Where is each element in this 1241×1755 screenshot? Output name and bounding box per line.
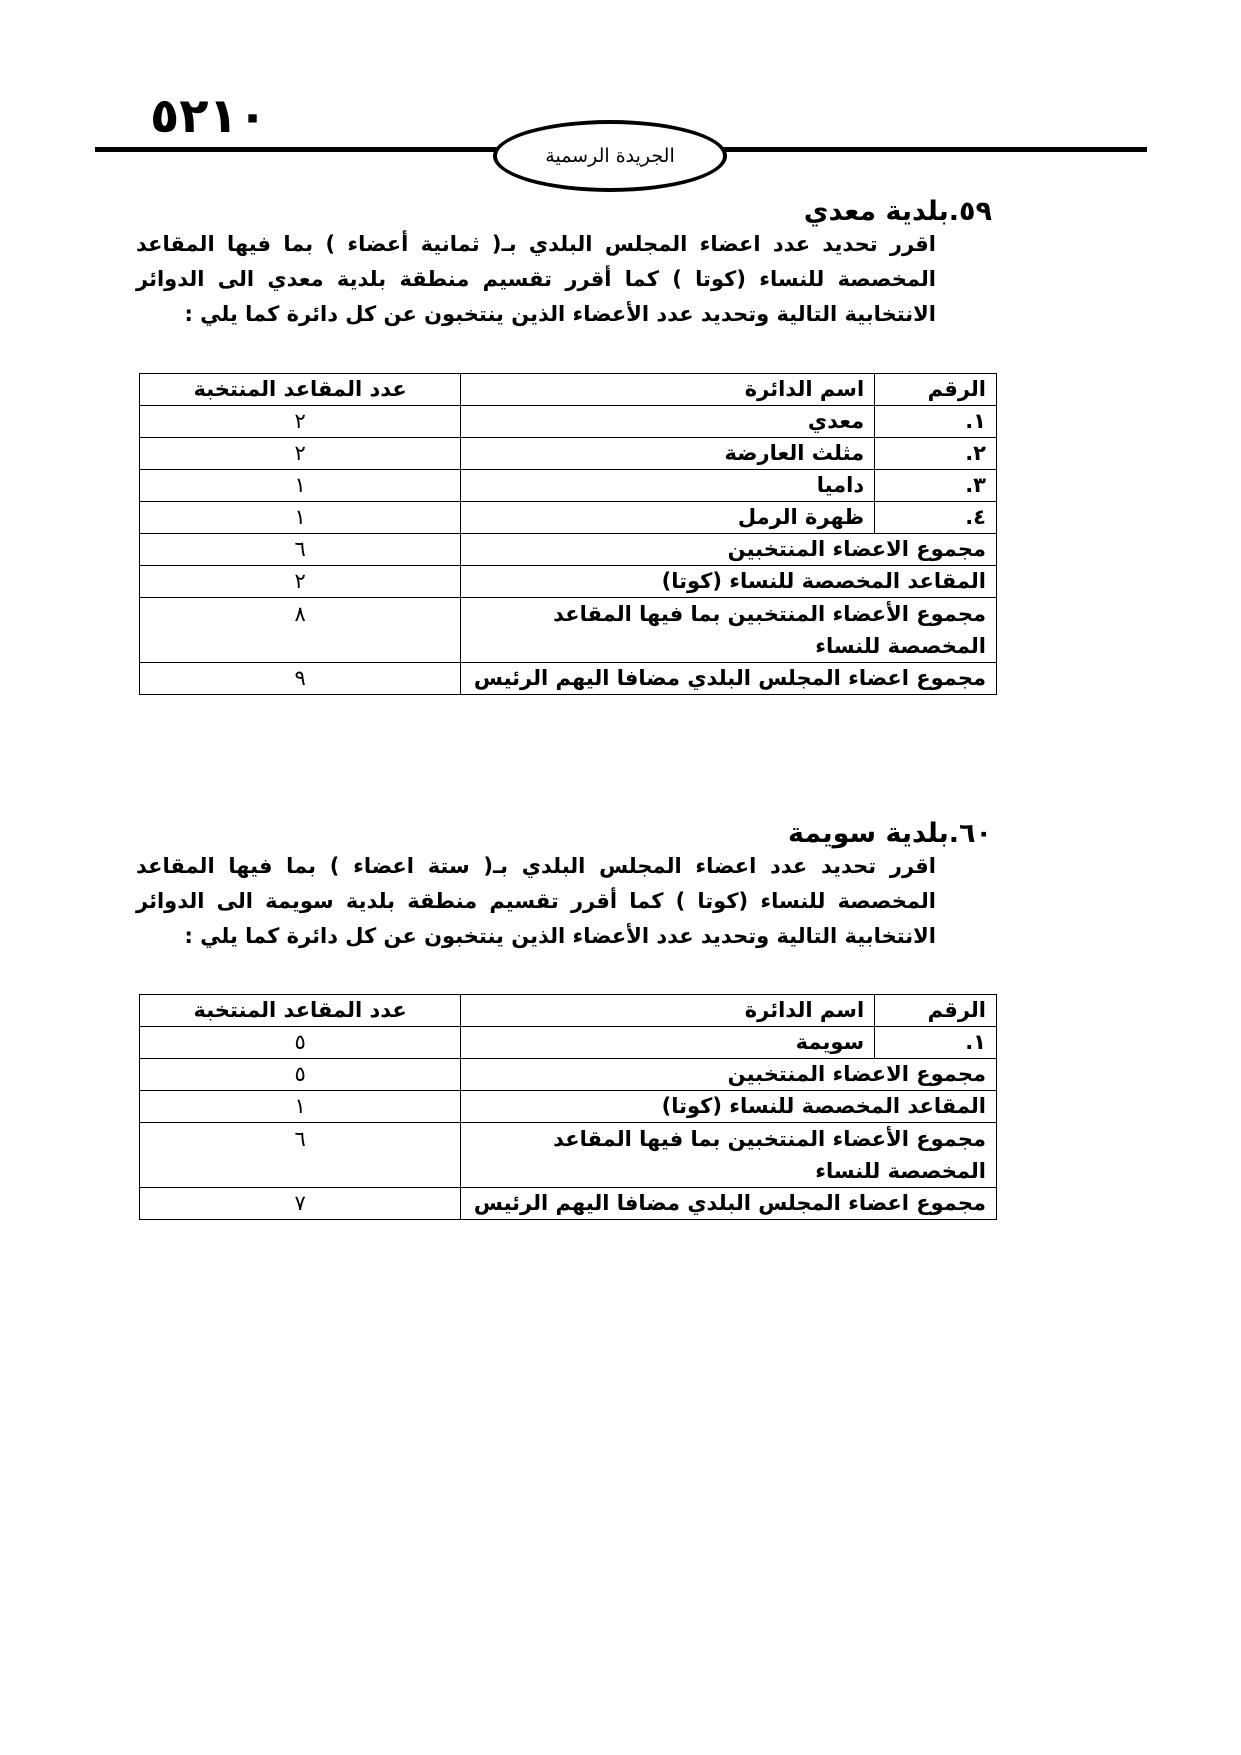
district-name: معدي [461, 406, 875, 438]
table-row [140, 470, 997, 502]
total-row [140, 566, 997, 598]
district-name: داميا [461, 470, 875, 502]
total-value: ٦ [140, 1123, 461, 1188]
district-seats: ١ [140, 502, 461, 534]
total-row [140, 1188, 997, 1220]
district-seats: ١ [140, 470, 461, 502]
header-number: الرقم [875, 995, 997, 1027]
district-seats: ٥ [140, 1027, 461, 1059]
header-district-name: اسم الدائرة [461, 374, 875, 406]
total-label: المقاعد المخصصة للنساء (كوتا) [461, 566, 997, 598]
total-label: مجموع الأعضاء المنتخبين بما فيها المقاعد المخصصة للنساء [461, 1123, 997, 1188]
section-title: ٦٠.بلدية سويمة [788, 818, 992, 849]
total-label: مجموع الأعضاء المنتخبين بما فيها المقاعد المخصصة للنساء [461, 598, 997, 663]
districts-table-madi [139, 373, 997, 695]
table-row [140, 438, 997, 470]
district-number: ٤. [875, 502, 997, 534]
district-seats: ٢ [140, 406, 461, 438]
district-name: سويمة [461, 1027, 875, 1059]
header-seats: عدد المقاعد المنتخبة [140, 374, 461, 406]
table-header-row [140, 995, 997, 1027]
table-row [140, 1027, 997, 1059]
table-row [140, 406, 997, 438]
district-number: ٣. [875, 470, 997, 502]
total-label: مجموع الاعضاء المنتخبين [461, 1059, 997, 1091]
district-number: ٢. [875, 438, 997, 470]
table-header-row [140, 374, 997, 406]
header-district-name: اسم الدائرة [461, 995, 875, 1027]
gazette-name-oval [493, 120, 727, 192]
total-row [140, 534, 997, 566]
total-value: ١ [140, 1091, 461, 1123]
total-value: ٢ [140, 566, 461, 598]
page-number: ٥٢١٠ [150, 88, 268, 144]
total-row [140, 663, 997, 695]
total-value: ٨ [140, 598, 461, 663]
section-title: ٥٩.بلدية معدي [803, 196, 992, 227]
section-body: اقرر تحديد عدد اعضاء المجلس البلدي بـ( ثمانية أعضاء ) بما فيها المقاعد المخصصة للنساء (كوتا ) كما أقرر تقسيم منطقة بلدية معدي الى الدوائر الانتخابية التالية وتحديد عدد الأعضاء الذين ينتخبون عن كل دائرة كما يلي : [136, 232, 936, 326]
total-row [140, 1059, 997, 1091]
district-name: ظهرة الرمل [461, 502, 875, 534]
table-row [140, 502, 997, 534]
total-label: مجموع الاعضاء المنتخبين [461, 534, 997, 566]
section-madi [136, 196, 996, 332]
header-seats: عدد المقاعد المنتخبة [140, 995, 461, 1027]
district-number: ١. [875, 1027, 997, 1059]
gazette-name: الجريدة الرسمية [545, 145, 675, 167]
total-value: ٥ [140, 1059, 461, 1091]
total-value: ٦ [140, 534, 461, 566]
district-seats: ٢ [140, 438, 461, 470]
total-label: المقاعد المخصصة للنساء (كوتا) [461, 1091, 997, 1123]
total-value: ٩ [140, 663, 461, 695]
total-row [140, 1091, 997, 1123]
district-number: ١. [875, 406, 997, 438]
header-number: الرقم [875, 374, 997, 406]
total-row [140, 598, 997, 663]
total-value: ٧ [140, 1188, 461, 1220]
district-name: مثلث العارضة [461, 438, 875, 470]
total-label: مجموع اعضاء المجلس البلدي مضافا اليهم الرئيس [461, 1188, 997, 1220]
section-body: اقرر تحديد عدد اعضاء المجلس البلدي بـ( ستة اعضاء ) بما فيها المقاعد المخصصة للنساء (كوتا ) كما أقرر تقسيم منطقة بلدية سويمة الى الدوائر الانتخابية التالية وتحديد عدد الأعضاء الذين ينتخبون عن كل دائرة كما يلي : [136, 854, 936, 948]
section-suwaymeh [136, 818, 996, 954]
total-row [140, 1123, 997, 1188]
total-label: مجموع اعضاء المجلس البلدي مضافا اليهم الرئيس [461, 663, 997, 695]
districts-table-suwaymeh [139, 994, 997, 1220]
